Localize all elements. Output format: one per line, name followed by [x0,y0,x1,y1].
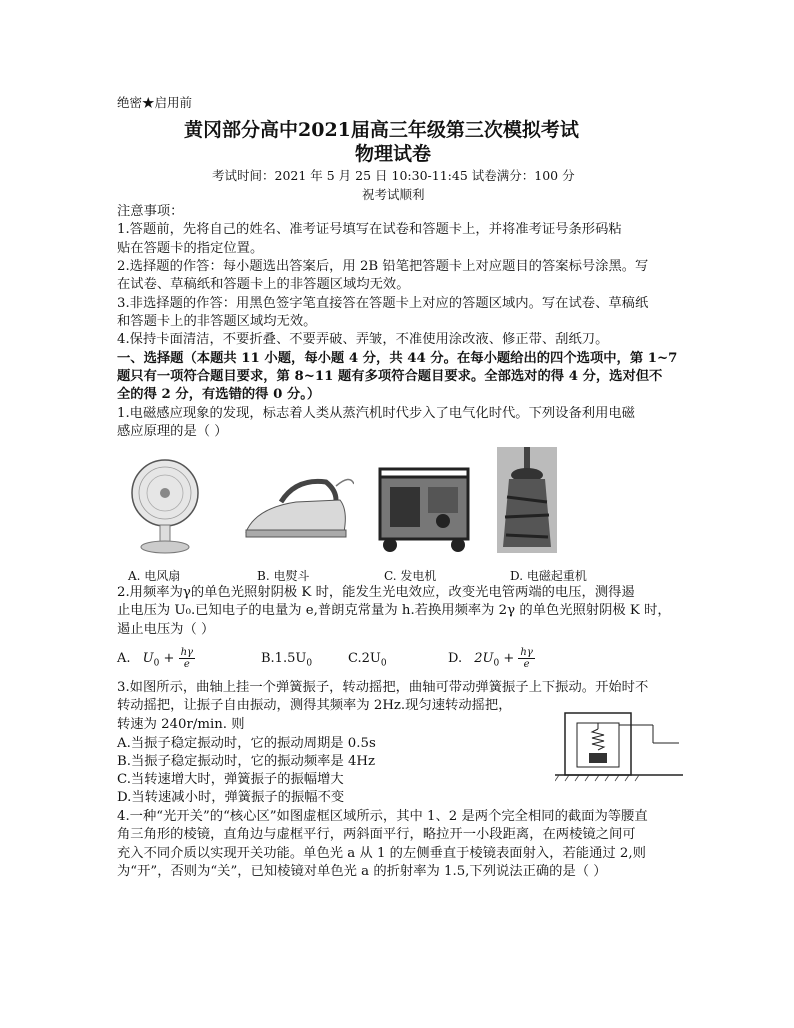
question-3-text: 转速为 240r/min. 则 [117,717,245,732]
section-heading: 题只有一项符合题目要求，第 8~11 题有多项符合题目要求。全部选对的得 4 分，选对但不 [117,369,663,384]
confidential-label: 绝密★启用前 [117,95,193,110]
question-4-text: 为“开”，否则为“关”，已知棱镜对单色光 a 的折射率为 1.5,下列说法正确的是（ ） [117,864,607,879]
note-line: 和答题卡上的非答题区域均无效。 [117,314,317,329]
electromagnetic-crane-image [497,447,557,553]
option-a-sub: 0 [153,658,160,669]
option-d-fraction: $\frac{h\gamma}{e}$ [520,647,533,670]
note-line: 贴在答题卡的指定位置。 [117,241,264,256]
option-a-fraction: $\frac{h\gamma}{e}$ [180,647,193,670]
wish-text: 祝考试顺利 [362,187,425,202]
option-d-label: D. [448,651,463,666]
exam-title: 黄冈部分高中2021届高三年级第三次模拟考试 [184,119,579,141]
note-line: 3.非选择题的作答：用黑色签字笔直接答在答题卡上对应的答题区域内。写在试卷、草稿纸 [117,296,649,311]
section-heading: 全的得 2 分，有选错的得 0 分。） [117,387,321,402]
option-c-caption: C. 发电机 [384,569,437,583]
question-1-text: 感应原理的是（ ） [117,424,228,439]
option-a-caption: A. 电风扇 [128,569,181,583]
generator-image [374,465,474,555]
note-line: 在试卷、草稿纸和答题卡上的非答题区域均无效。 [117,277,410,292]
question-2-text: 遏止电压为（ ） [117,622,215,637]
question-3-text: 3.如图所示，曲轴上挂一个弹簧振子，转动摇把，曲轴可带动弹簧振子上下振动。开始时不 [117,680,649,695]
notes-heading: 注意事项： [117,204,184,219]
q3-option-c: C.当转速增大时，弹簧振子的振幅增大 [117,772,344,787]
subject-title: 物理试卷 [355,143,432,165]
option-d-caption: D. 电磁起重机 [510,569,587,583]
question-2-text: 止电压为 U₀.已知电子的电量为 e,普朗克常量为 h.若换用频率为 2γ 的单色光照射阴极 K 时， [117,603,671,618]
option-a-label: A. [117,651,131,666]
electric-fan-image [120,455,210,555]
q3-option-d: D.当转速减小时，弹簧振子的振幅不变 [117,790,345,805]
question-4-text: 充入不同介质以实现开关功能。单色光 a 从 1 的左侧垂直于棱镜表面射入，若能通过 2,则 [117,846,646,861]
q3-option-a: A.当振子稳定振动时，它的振动周期是 0.5s [117,736,376,751]
option-d-base: 2U [474,651,494,666]
exam-info: 考试时间：2021 年 5 月 25 日 10:30-11:45 试卷满分：100 分 [212,168,575,183]
spring-oscillator-diagram [555,703,685,783]
question-4-text: 4.一种“光开关”的“核心区”如图虚框区域所示，其中 1、2 是两个完全相同的截面为等腰直 [117,809,648,824]
section-heading: 一、选择题（本题共 11 小题，每小题 4 分，共 44 分。在每小题给出的四个选项中，第 1~7 [117,351,678,366]
q2-option-b: $B.1.5U_0$ [261,651,313,669]
question-3-text: 转动摇把，让振子自由振动，测得其频率为 2Hz.现匀速转动摇把， [117,698,512,713]
note-line: 4.保持卡面清洁，不要折叠、不要弄破、弄皱，不准使用涂改液、修正带、刮纸刀。 [117,332,609,347]
question-1-text: 1.电磁感应现象的发现，标志着人类从蒸汽机时代步入了电气化时代。下列设备利用电磁 [117,406,635,421]
q2-option-a: A. $U_0$ + $\frac{h\gamma}{e}$ [117,647,193,670]
q2-option-d: D. $2U_0$ + $\frac{h\gamma}{e}$ [448,647,533,670]
option-a-base: U [142,651,154,666]
option-b-caption: B. 电熨斗 [257,569,310,583]
q3-option-b: B.当振子稳定振动时，它的振动频率是 4Hz [117,754,376,769]
electric-iron-image [236,470,354,550]
note-line: 1.答题前，先将自己的姓名、准考证号填写在试卷和答题卡上，并将准考证号条形码粘 [117,222,622,237]
question-4-text: 角三角形的棱镜，直角边与虚框平行，两斜面平行，略拉开一小段距离，在两棱镜之间可 [117,827,636,842]
q2-option-c: $C.2U_0$ [348,651,387,669]
question-2-text: 2.用频率为γ的单色光照射阴极 K 时，能发生光电效应，改变光电管两端的电压，测得遏 [117,585,635,600]
note-line: 2.选择题的作答：每小题选出答案后，用 2B 铅笔把答题卡上对应题目的答案标号涂黑。写 [117,259,649,274]
